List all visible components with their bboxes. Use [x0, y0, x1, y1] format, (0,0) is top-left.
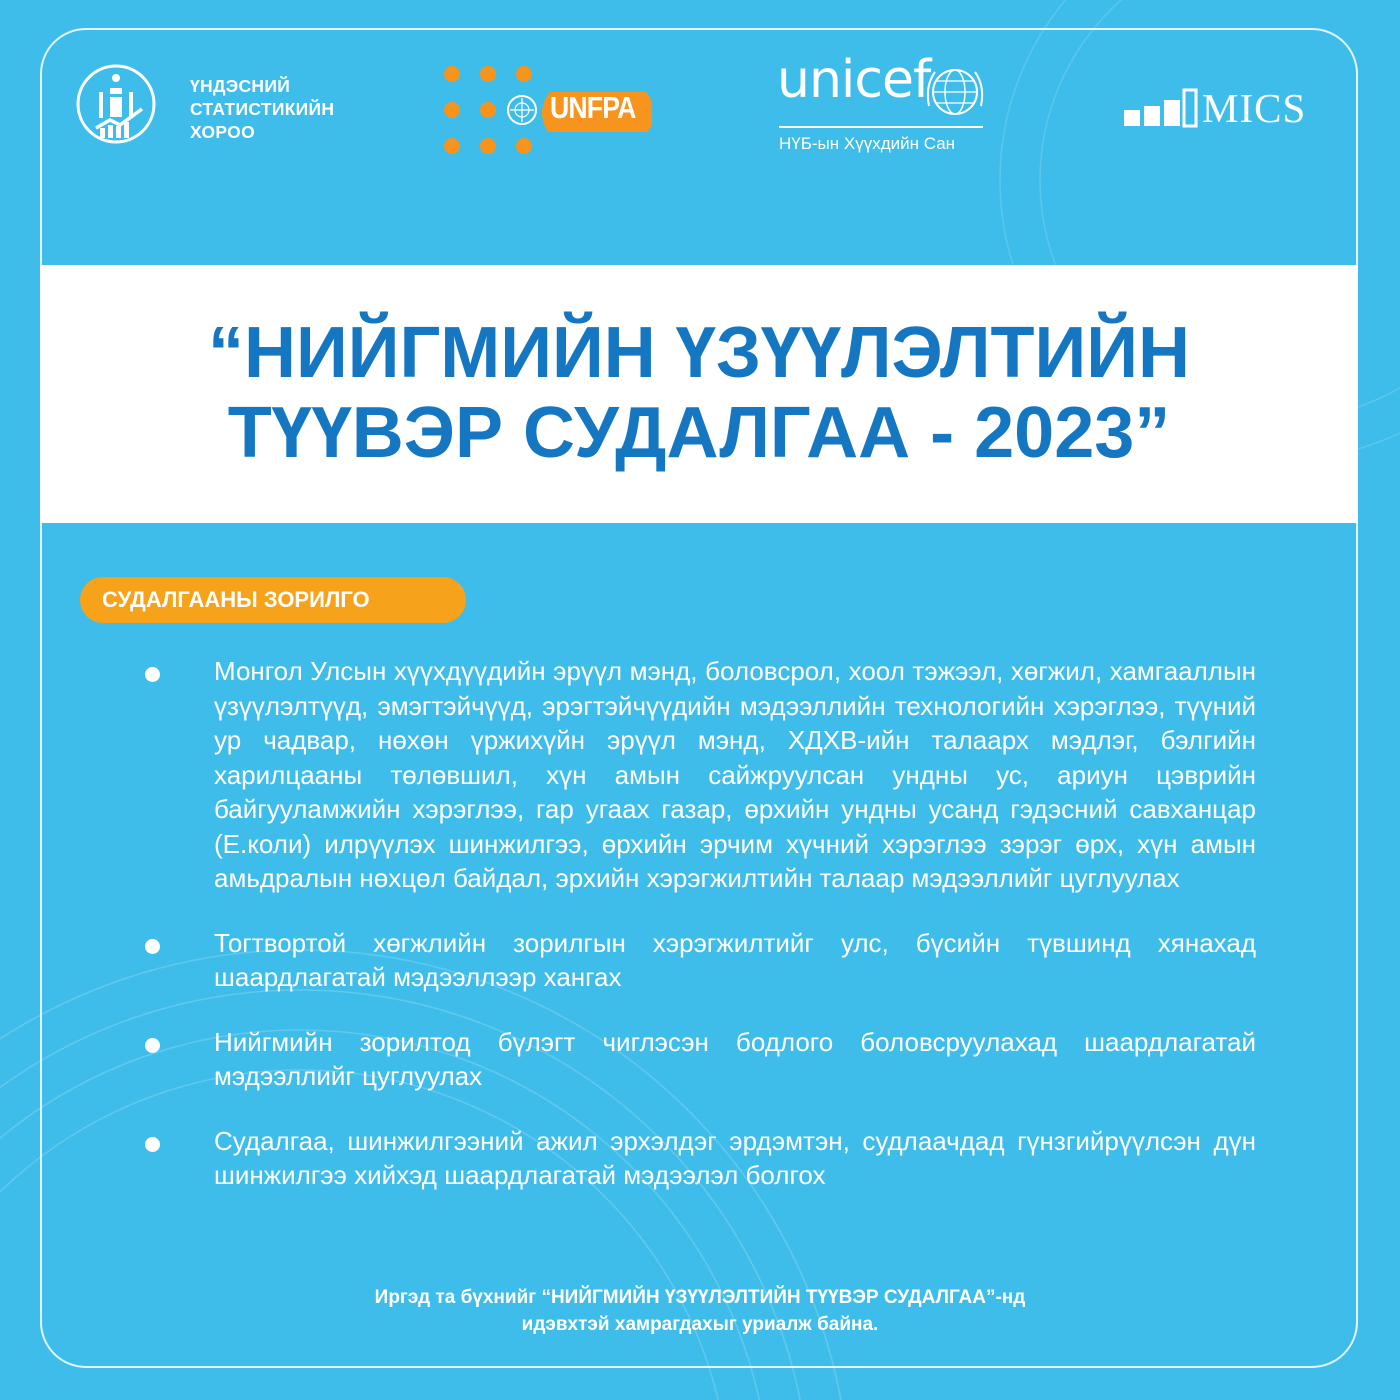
nso-emblem-icon: [74, 62, 164, 152]
title-line2: ТҮҮВЭР СУДАЛГАА - 2023”: [227, 393, 1171, 473]
section-label: СУДАЛГААНЫ ЗОРИЛГО: [80, 577, 466, 623]
nso-logo: [74, 62, 374, 162]
bullet-icon: [145, 1137, 160, 1152]
title-band: [40, 265, 1358, 523]
nso-name-line1: ҮНДЭСНИЙ: [190, 76, 291, 96]
unicef-subtitle: НҮБ-ын Хүүхдийн Сан: [779, 134, 956, 153]
nso-name-line3: ХОРОО: [190, 122, 255, 142]
unicef-divider: [779, 126, 983, 128]
list-item: [140, 1124, 1256, 1193]
mics-wordmark: MICS: [1202, 85, 1307, 131]
footer-line2: идэвхтэй хамрагдахыг уриалж байна.: [521, 1314, 879, 1335]
unfpa-wordmark: UNFPA: [550, 90, 636, 125]
list-item-text: Тогтвортой хөгжлийн зорилгын хэрэгжилтийг улс, бүсийн түвшинд хянахад шаардлагатай мэдээллээр хангах: [214, 927, 1256, 992]
list-item: [140, 1025, 1256, 1094]
page-title: [40, 313, 1358, 473]
list-item-text: Монгол Улсын хүүхдүүдийн эрүүл мэнд, боловсрол, хоол тэжээл, хөгжил, хамгааллын үзүүлэлтүүд, эмэгтэйчүүд, эрэгтэйчүүдийн мэдээллийн технологийн хэрэглээ, түүний ур чадвар, нөхөн үржихүйн эрүүл мэнд, ХДХВ-ийн талаарх мэдлэг, бэлгийн харилцааны төлөвшил, хүн амын сайжруулсан ундны ус, ариун цэврийн байгууламжийн хэрэглээ, гар угаах газар, өрхийн ундны усанд гэдэсний савханцар (Е.коли) илрүүлэх шинжилгээ, өрхийн эрчим хүчний хэрэглээ зэрэг өрх, хүн амын амьдралын нөхцөл байдал, эрхийн хэрэгжилтийн талаар мэдээллийг цуглуулах: [214, 656, 1256, 893]
mics-logo: [1120, 84, 1320, 134]
nso-name-line2: СТАТИСТИКИЙН: [190, 99, 335, 119]
unicef-globe-icon: [925, 62, 985, 122]
bullet-icon: [145, 939, 160, 954]
bullet-icon: [145, 667, 160, 682]
list-item: [140, 926, 1256, 995]
bullet-icon: [145, 1038, 160, 1053]
footer-line1: Иргэд та бүхнийг “НИЙГМИЙН ҮЗҮҮЛЭЛТИЙН ТҮҮВЭР СУДАЛГАА”-нд: [374, 1287, 1026, 1308]
unicef-wordmark: unicef: [777, 50, 931, 110]
title-line1: “НИЙГМИЙН ҮЗҮҮЛЭЛТИЙН: [207, 313, 1191, 393]
footer-callout: [0, 1284, 1400, 1338]
unicef-logo: [775, 50, 995, 166]
list-item-text: Нийгмийн зорилтод бүлэгт чиглэсэн бодлого боловсруулахад шаардлагатай мэдээллийг цуглуулах: [214, 1026, 1256, 1091]
list-item-text: Судалгаа, шинжилгээний ажил эрхэлдэг эрдэмтэн, судлаачдад гүнзгийрүүлсэн дүн шинжилгээ хийхэд шаардлагатай мэдээлэл болгох: [214, 1125, 1256, 1190]
unfpa-logo: [440, 62, 660, 162]
list-item: [140, 654, 1256, 896]
mics-bars-icon: [1120, 84, 1200, 134]
objectives-list: [140, 654, 1256, 1223]
